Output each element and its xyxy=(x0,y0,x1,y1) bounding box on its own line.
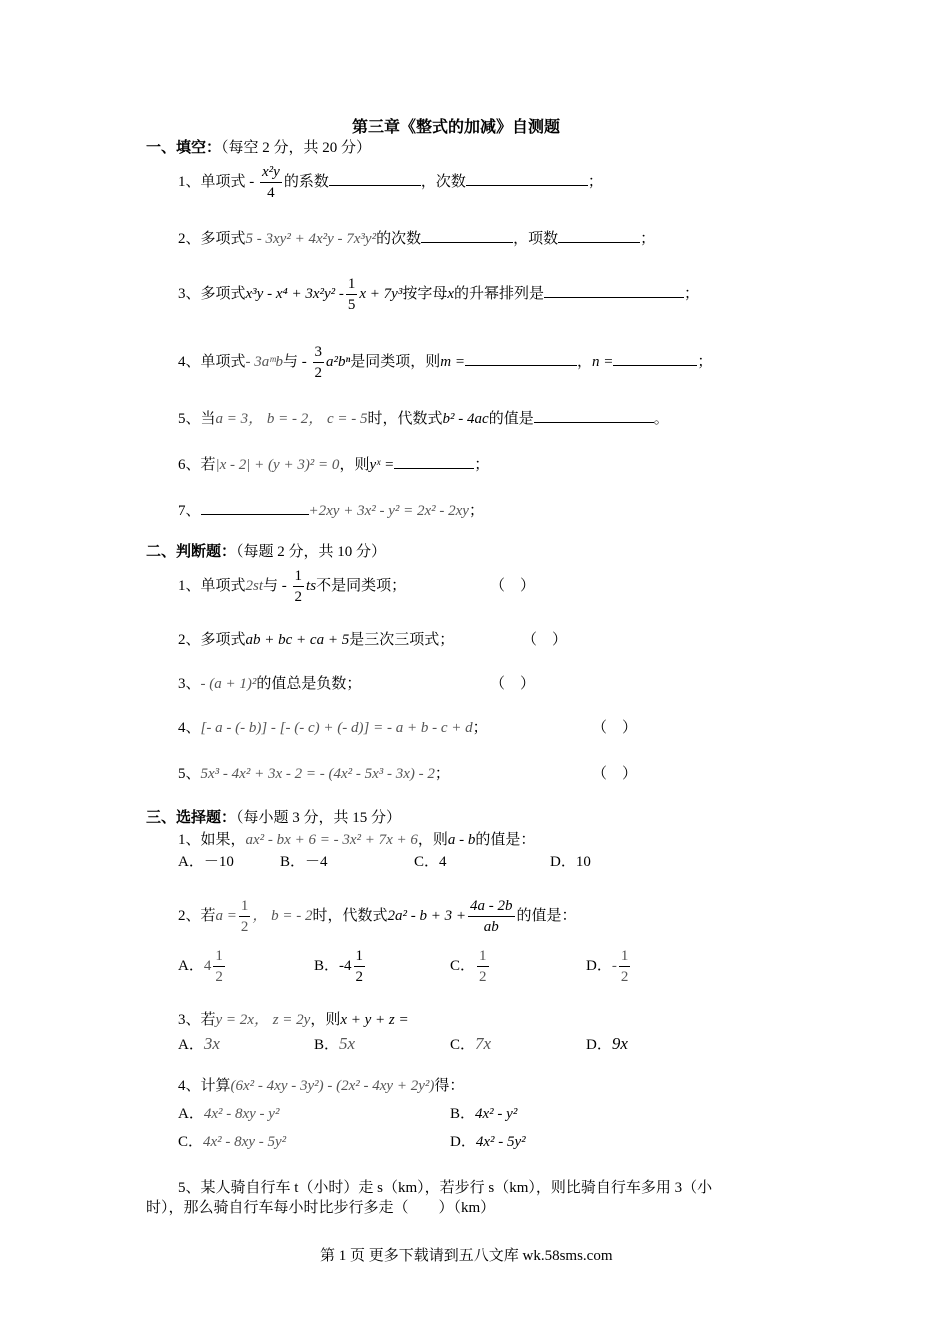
fill-q6-mid: ，则 xyxy=(339,457,370,473)
fill-q5-expr: b² - 4ac xyxy=(442,411,489,427)
fill-q4-sep: ， xyxy=(577,354,593,370)
judge-q1-mid: 与 xyxy=(263,578,279,594)
judge-q2-expr: ab + bc + ca + 5 xyxy=(245,632,350,648)
choice-q2-option-a-num: 1 xyxy=(213,946,225,967)
fill-q1-frac-den: 4 xyxy=(267,185,275,202)
choice-q2-option-d-num: 1 xyxy=(619,946,631,967)
fill-q4-blank-m[interactable] xyxy=(465,351,577,366)
choice-q3-option-a[interactable] xyxy=(178,1034,220,1055)
judge-q3-pre: 3、 xyxy=(178,676,201,692)
choice-q4-option-d[interactable] xyxy=(450,1132,526,1152)
fill-q3-frac-num: 1 xyxy=(346,274,358,295)
choice-q4-end: 得： xyxy=(434,1078,465,1094)
choice-q2-option-a-den: 2 xyxy=(215,969,223,986)
fill-q1-blank-coef[interactable] xyxy=(329,171,421,186)
choice-q3-option-b[interactable] xyxy=(314,1034,355,1055)
fill-q6-pre: 6、若 xyxy=(178,457,216,473)
choice-q2-cond-frac-den: 2 xyxy=(240,919,249,936)
fill-q5 xyxy=(178,408,669,429)
fill-q1-sep: ，次数 xyxy=(420,174,466,190)
choice-q2-cond-b: ， b = - 2 xyxy=(252,908,313,924)
judge-q3-expr: - (a + 1)² xyxy=(200,676,257,692)
fill-q3-mid: 按字母 xyxy=(402,286,448,302)
choice-q2-option-a-label: A． xyxy=(178,958,204,974)
choice-q2-option-b-num: 1 xyxy=(354,946,366,967)
choice-q3-option-c[interactable] xyxy=(450,1034,491,1055)
choice-q1-pre: 1、如果， xyxy=(178,832,246,848)
choice-q1-mid: ，则 xyxy=(417,832,448,848)
choice-q2-option-b-den: 2 xyxy=(355,969,364,986)
fill-q2-end: ； xyxy=(640,231,656,247)
choice-q3-expr: x + y + z = xyxy=(340,1012,409,1028)
choice-q3-pre: 3、若 xyxy=(178,1012,216,1028)
choice-q4-option-b[interactable] xyxy=(450,1104,517,1124)
choice-q4-option-c-label: C． xyxy=(178,1134,204,1150)
judge-q5-end: ； xyxy=(434,766,450,782)
choice-q4-option-d-value: 4x² - 5y² xyxy=(475,1134,526,1150)
fill-q1-mid: 的系数 xyxy=(283,174,329,190)
choice-q2-option-b[interactable] xyxy=(314,946,367,987)
judge-q4 xyxy=(178,718,488,738)
fill-q3-end: ； xyxy=(684,286,700,302)
choice-q2-option-c-label: C． xyxy=(450,958,476,974)
judge-q2-answer-paren[interactable]: （ ） xyxy=(522,632,568,648)
choice-q3-option-c-label: C． xyxy=(450,1037,476,1053)
choice-q3-option-d-value: 9x xyxy=(611,1034,628,1053)
choice-q1-end: 的值是： xyxy=(475,832,536,848)
section-judge-note: （每题 2 分，共 10 分） xyxy=(236,544,387,560)
choice-q3-option-c-value: 7x xyxy=(475,1034,492,1053)
fill-q4-expr-b: a²bⁿ xyxy=(326,354,351,370)
choice-q2-cond-a: a = xyxy=(215,908,237,924)
choice-q3-option-d-label: D． xyxy=(586,1037,612,1053)
choice-q5-line2: 时），那么骑自行车每小时比步行多走（ ）（km） xyxy=(146,1200,496,1216)
section-choice-note: （每小题 3 分，共 15 分） xyxy=(236,810,402,826)
choice-q2-option-b-sign: - xyxy=(339,958,345,974)
fill-q3-var: x xyxy=(447,286,454,302)
judge-q1-a: 2st xyxy=(245,578,264,594)
choice-q3 xyxy=(178,1010,409,1030)
fill-q6-expr: yˣ = xyxy=(369,457,395,473)
fill-q4-mid2: 是同类项，则 xyxy=(350,354,441,370)
fill-q4: 4、单项式- 3aᵐb与 - $\frac{3}{2}$ a²bⁿ是同类项，则m = ，n = ； xyxy=(178,344,713,382)
choice-q4-option-b-label: B． xyxy=(450,1106,476,1122)
choice-q2-frac-den: ab xyxy=(483,919,499,936)
choice-q3-option-a-value: 3x xyxy=(203,1034,220,1053)
choice-q2-option-c[interactable] xyxy=(450,946,491,987)
judge-q2 xyxy=(178,630,454,650)
fill-q7-expr: +2xy + 3x² - y² = 2x² - 2xy xyxy=(308,503,469,519)
fill-q6-cond: |x - 2| + (y + 3)² = 0 xyxy=(215,457,340,473)
choice-q2-option-d[interactable] xyxy=(586,946,632,987)
fill-q2-mid: 的次数 xyxy=(376,231,422,247)
choice-q3-option-a-label: A． xyxy=(178,1037,204,1053)
choice-q2-option-d-label: D． xyxy=(586,958,612,974)
fill-q1: 1、单项式 - $\frac{\text{x²y}}{4}$ 的系数 ，次数 ； xyxy=(178,164,603,202)
judge-q5 xyxy=(178,764,450,784)
judge-q1-pre: 1、单项式 xyxy=(178,578,246,594)
choice-q1-option-c[interactable]: C．4 xyxy=(414,854,447,870)
fill-q3-frac-den: 5 xyxy=(347,297,356,314)
fill-q6-blank[interactable] xyxy=(394,454,474,469)
fill-q7-blank[interactable] xyxy=(201,500,309,515)
fill-q3-expr-b: x + 7y³ xyxy=(359,286,403,302)
judge-q4-end: ； xyxy=(472,720,488,736)
choice-q2-expr: 2a² - b + 3 + xyxy=(387,908,467,924)
section-judge-header xyxy=(146,542,386,562)
section-choice-header xyxy=(146,808,401,828)
fill-q5-mid: 时，代数式 xyxy=(367,411,443,427)
judge-q1-fraction xyxy=(293,566,305,607)
choice-q4-option-c-value: 4x² - 8xy - 5y² xyxy=(203,1134,287,1150)
fill-q5-pre: 5、当 xyxy=(178,411,216,427)
judge-q3-answer-paren[interactable]: （ ） xyxy=(490,676,536,692)
choice-q4 xyxy=(178,1076,464,1096)
choice-q2-option-a-whole: 4 xyxy=(203,958,212,974)
choice-q4-option-d-label: D． xyxy=(450,1134,476,1150)
choice-q2-cond-frac-num: 1 xyxy=(239,896,251,917)
judge-q4-pre: 4、 xyxy=(178,720,201,736)
fill-q5-cond: a = 3， b = - 2， c = - 5 xyxy=(215,411,368,427)
choice-q2-frac-num: 4a - 2b xyxy=(468,896,515,917)
choice-q1-option-b[interactable]: B．－4 xyxy=(280,854,328,870)
fill-q4-m: m = xyxy=(440,354,465,370)
choice-q1-expr2: a - b xyxy=(447,832,476,848)
choice-q4-option-c[interactable] xyxy=(178,1132,286,1152)
choice-q2-cond-fraction xyxy=(239,896,251,937)
choice-q2 xyxy=(178,896,577,937)
fill-q1-frac-num: x²y xyxy=(260,162,282,183)
fill-q4-mid: 与 xyxy=(283,354,299,370)
judge-q3-end: 的值总是负数； xyxy=(256,676,362,692)
choice-q4-option-b-value: 4x² - y² xyxy=(475,1106,518,1122)
choice-q4-expr: (6x² - 4xy - 3y²) - (2x² - 4xy + 2y²) xyxy=(230,1078,435,1094)
choice-q3-option-b-value: 5x xyxy=(339,1034,356,1053)
choice-q3-cond: y = 2x， z = 2y xyxy=(215,1012,311,1028)
judge-q2-pre: 2、多项式 xyxy=(178,632,246,648)
section-fill-header xyxy=(146,138,371,158)
fill-q2-pre: 2、多项式 xyxy=(178,231,246,247)
fill-q2 xyxy=(178,228,655,249)
fill-q3-blank[interactable] xyxy=(544,283,684,298)
fill-q7 xyxy=(178,500,484,521)
choice-q2-option-d-sign: - xyxy=(611,958,617,974)
section-fill-heading: 一、填空： xyxy=(146,140,222,156)
choice-q2-pre: 2、若 xyxy=(178,908,216,924)
choice-q1-option-d[interactable]: D．10 xyxy=(550,854,591,870)
fill-q4-frac-den: 2 xyxy=(314,365,323,382)
choice-q1-option-a[interactable]: A．－10 xyxy=(178,854,234,870)
fill-q3 xyxy=(178,274,699,315)
judge-q4-answer-paren[interactable]: （ ） xyxy=(592,720,638,736)
choice-q4-option-a-label: A． xyxy=(178,1106,204,1122)
judge-q5-answer-paren[interactable]: （ ） xyxy=(592,766,638,782)
section-fill-note: （每空 2 分，共 20 分） xyxy=(221,140,372,156)
fill-q4-end: ； xyxy=(697,354,713,370)
choice-q1-expr: ax² - bx + 6 = - 3x² + 7x + 6 xyxy=(245,832,418,848)
fill-q2-blank-degree[interactable] xyxy=(421,228,513,243)
choice-q1 xyxy=(178,830,535,850)
fill-q4-n: n = xyxy=(592,354,614,370)
fill-q5-end: 。 xyxy=(653,411,669,427)
fill-q7-pre: 7、 xyxy=(178,503,201,519)
choice-q2-end: 的值是： xyxy=(516,908,577,924)
choice-q4-option-a-value: 4x² - 8xy - y² xyxy=(203,1106,280,1122)
fill-q5-blank[interactable] xyxy=(534,408,654,423)
choice-q2-option-b-label: B． xyxy=(314,958,340,974)
choice-q4-pre: 4、计算 xyxy=(178,1078,231,1094)
judge-q5-expr: 5x³ - 4x² + 3x - 2 = - (4x² - 5x³ - 3x) - 2 xyxy=(200,766,435,782)
fill-q6-end: ； xyxy=(474,457,490,473)
section-choice-heading: 三、选择题： xyxy=(146,810,237,826)
choice-q2-option-b-whole: 4 xyxy=(344,958,352,974)
choice-q2-option-c-fraction xyxy=(477,946,489,987)
choice-q2-option-d-fraction xyxy=(619,946,631,987)
choice-q3-mid: ，则 xyxy=(310,1012,341,1028)
page-title: 第三章《整式的加减》自测题 xyxy=(352,119,561,136)
fill-q1-end: ； xyxy=(587,174,603,190)
judge-q4-expr: [- a - (- b)] - [- (- c) + (- d)] = - a + b - c + d xyxy=(200,720,473,736)
judge-q1: 1、单项式2st与 - $\frac{1}{2}$ ts不是同类项； xyxy=(178,568,407,606)
fill-q1-blank-degree[interactable] xyxy=(466,171,588,186)
fill-q2-blank-terms[interactable] xyxy=(558,228,640,243)
fill-q5-mid2: 的值是 xyxy=(488,411,534,427)
section-judge-heading: 二、判断题： xyxy=(146,544,237,560)
choice-q2-option-a[interactable] xyxy=(178,946,227,987)
choice-q2-option-b-fraction xyxy=(354,946,366,987)
choice-q2-option-a-fraction xyxy=(213,946,225,987)
fill-q4-fraction xyxy=(313,342,325,383)
fill-q1-pre: 1、单项式 xyxy=(178,174,246,190)
page-footer: 第 1 页 更多下载请到五八文库 wk.58sms.com xyxy=(320,1248,613,1264)
choice-q2-option-d-den: 2 xyxy=(620,969,629,986)
judge-q3 xyxy=(178,674,361,694)
fill-q7-end: ； xyxy=(468,503,484,519)
fill-q3-fraction xyxy=(346,274,358,315)
fill-q3-mid2: 的升幂排列是 xyxy=(454,286,545,302)
fill-q3-expr-a: x³y - x⁴ + 3x²y² - xyxy=(245,286,344,302)
fill-q4-expr-a: - 3aᵐb xyxy=(245,354,284,370)
choice-q2-mid: 时，代数式 xyxy=(312,908,388,924)
judge-q1-frac-num: 1 xyxy=(293,566,305,587)
choice-q2-fraction xyxy=(468,896,515,937)
fill-q4-pre: 4、单项式 xyxy=(178,354,246,370)
judge-q1-answer-paren[interactable]: （ ） xyxy=(490,578,536,594)
fill-q4-frac-num: 3 xyxy=(313,342,325,363)
fill-q6 xyxy=(178,454,489,475)
choice-q2-option-c-den: 2 xyxy=(479,969,487,986)
choice-q5-line1: 5、某人骑自行车 t（小时）走 s（km），若步行 s（km），则比骑自行车多用 3（小 xyxy=(178,1180,713,1196)
choice-q3-option-d[interactable] xyxy=(586,1034,628,1055)
judge-q1-frac-den: 2 xyxy=(294,589,303,606)
choice-q2-option-c-num: 1 xyxy=(477,946,489,967)
judge-q5-pre: 5、 xyxy=(178,766,201,782)
fill-q4-blank-n[interactable] xyxy=(613,351,697,366)
choice-q3-option-b-label: B． xyxy=(314,1037,340,1053)
judge-q2-end: 是三次三项式； xyxy=(349,632,455,648)
fill-q1-fraction xyxy=(260,162,282,203)
fill-q2-sep: ，项数 xyxy=(513,231,559,247)
choice-q4-option-a[interactable] xyxy=(178,1104,279,1124)
fill-q2-expr: 5 - 3xy² + 4x²y - 7x³y² xyxy=(245,231,377,247)
fill-q3-pre: 3、多项式 xyxy=(178,286,246,302)
judge-q1-end: 不是同类项； xyxy=(316,578,407,594)
judge-q1-b: ts xyxy=(306,578,317,594)
